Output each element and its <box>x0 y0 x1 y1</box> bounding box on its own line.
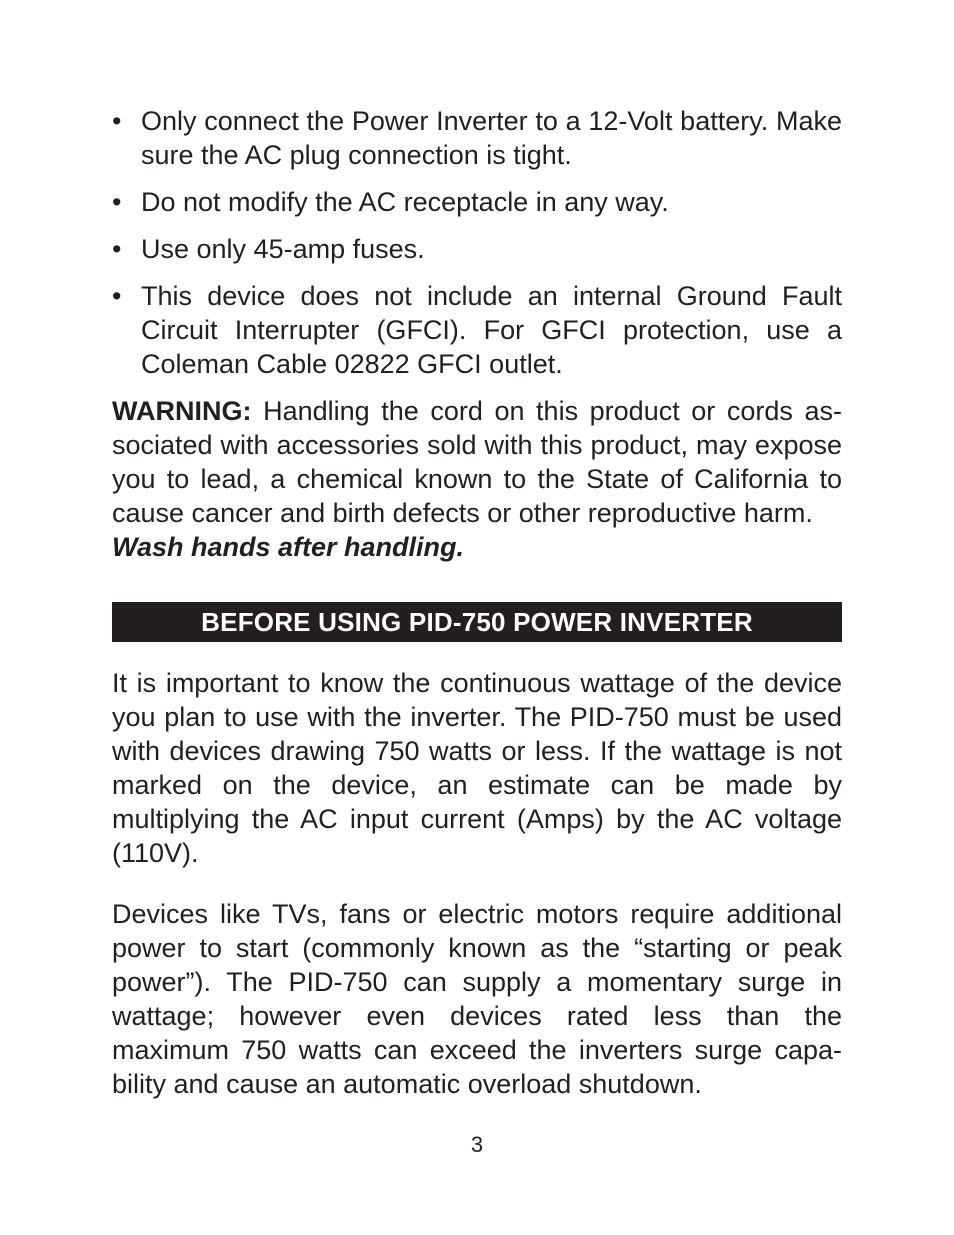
list-item <box>112 279 842 381</box>
warning-emphasis: Wash hands after handling. <box>112 532 465 562</box>
body-paragraph: It is important to know the continuous wattage of the device you plan to use with the inverter. The PID-750 must be used with devices drawing 750 watts or less. If the wattage is not marked on the device, an estimate can be made by multiplying the AC input current (Amps) by the AC voltage (110V). <box>112 668 842 868</box>
warning-label: WARNING: <box>112 396 252 426</box>
safety-bullet-list <box>112 104 842 381</box>
body-paragraph: Devices like TVs, fans or electric motors require additional power to start (commonly known as the “starting or peak power”). The PID-750 can supply a momentary surge in wattage; however even devices rated less than the maximum 750 watts can exceed the inverters surge capa-bility and cause an automatic overload shutdown. <box>112 899 842 1099</box>
page-number: 3 <box>470 1132 484 1157</box>
bullet-glyph: • <box>112 234 122 264</box>
bullet-glyph: • <box>112 281 122 311</box>
bullet-text: Do not modify the AC receptacle in any way. <box>141 187 669 217</box>
list-item <box>112 232 842 266</box>
document-page <box>112 104 842 1101</box>
bullet-text: Use only 45-amp fuses. <box>141 234 425 264</box>
warning-text: Handling the cord on this product or cords as-sociated with accessories sold with this product, may expose you to lead, a chemical known to the State of California to cause cancer and birth defects or other reproductive harm. <box>112 396 842 528</box>
bullet-text: This device does not include an internal Ground Fault Circuit Interrupter (GFCI). For GFCI protection, use a Coleman Cable 02822 GFCI outlet. <box>141 281 842 379</box>
bullet-glyph: • <box>112 187 122 217</box>
bullet-text: Only connect the Power Inverter to a 12-Volt battery. Make sure the AC plug connection is tight. <box>141 106 842 170</box>
list-item <box>112 104 842 172</box>
warning-paragraph <box>112 394 842 564</box>
bullet-glyph: • <box>112 106 122 136</box>
section-header: BEFORE USING PID-750 POWER INVERTER <box>112 602 842 642</box>
list-item <box>112 185 842 219</box>
